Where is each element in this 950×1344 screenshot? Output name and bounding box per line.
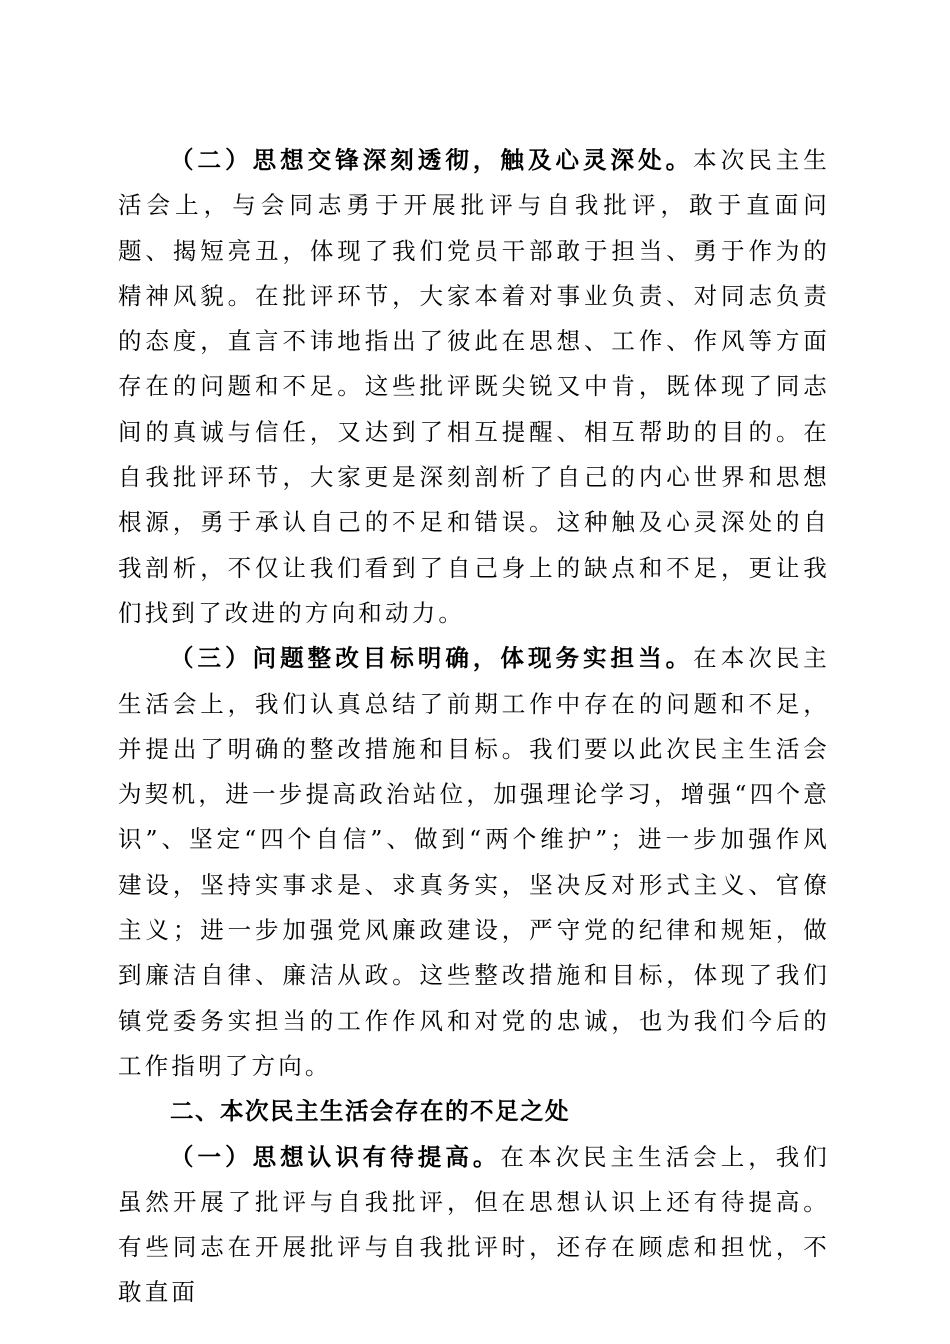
section-heading-shortcomings: 二、本次民主生活会存在的不足之处: [170, 1097, 570, 1126]
paragraph-lead-heading: （一）思想认识有待提高。: [170, 1142, 501, 1171]
paragraph-text: 本次民主生活会上，与会同志勇于开展批评与自我批评，敢于直面问题、揭短亮丑，体现了我们党员干部敢于担当、勇于作为的精神风貌。在批评环节，大家本着对事业负责、对同志负责的态度，直言不讳地指出了彼此在思想、工作、作风等方面存在的问题和不足。这些批评既尖锐又中肯，既体现了同志间的真诚与信任，又达到了相互提醒、相互帮助的目的。在自我批评环节，大家更是深刻剖析了自己的内心世界和思想根源，勇于承认自己的不足和错误。这种触及心灵深处的自我剖析，不仅让我们看到了自己身上的缺点和不足，更让我们找到了改进的方向和动力。: [118, 146, 830, 627]
paragraph-lead-heading: （三）问题整改目标明确，体现务实担当。: [170, 644, 694, 673]
paragraph-thought-exchange: [118, 138, 830, 636]
paragraph-ideological-awareness: [118, 1135, 830, 1316]
paragraph-lead-heading: （二）思想交锋深刻透彻，触及心灵深处。: [170, 146, 694, 174]
document-body: [118, 138, 830, 1316]
paragraph-text: 在本次民主生活会上，我们虽然开展了批评与自我批评，但在思想认识上还有待提高。有些同志在开展批评与自我批评时，还存在顾虑和担忧，不敢直面: [118, 1142, 830, 1307]
paragraph-rectification-goals: [118, 636, 830, 1089]
paragraph-text: 在本次民主生活会上，我们认真总结了前期工作中存在的问题和不足，并提出了明确的整改措施和目标。我们要以此次民主生活会为契机，进一步提高政治站位，加强理论学习，增强“四个意识”、坚定“四个自信”、做到“两个维护”；进一步加强作风建设，坚持实事求是、求真务实，坚决反对形式主义、官僚主义；进一步加强党风廉政建设，严守党的纪律和规矩，做到廉洁自律、廉洁从政。这些整改措施和目标，体现了我们镇党委务实担当的工作作风和对党的忠诚，也为我们今后的工作指明了方向。: [118, 644, 830, 1080]
